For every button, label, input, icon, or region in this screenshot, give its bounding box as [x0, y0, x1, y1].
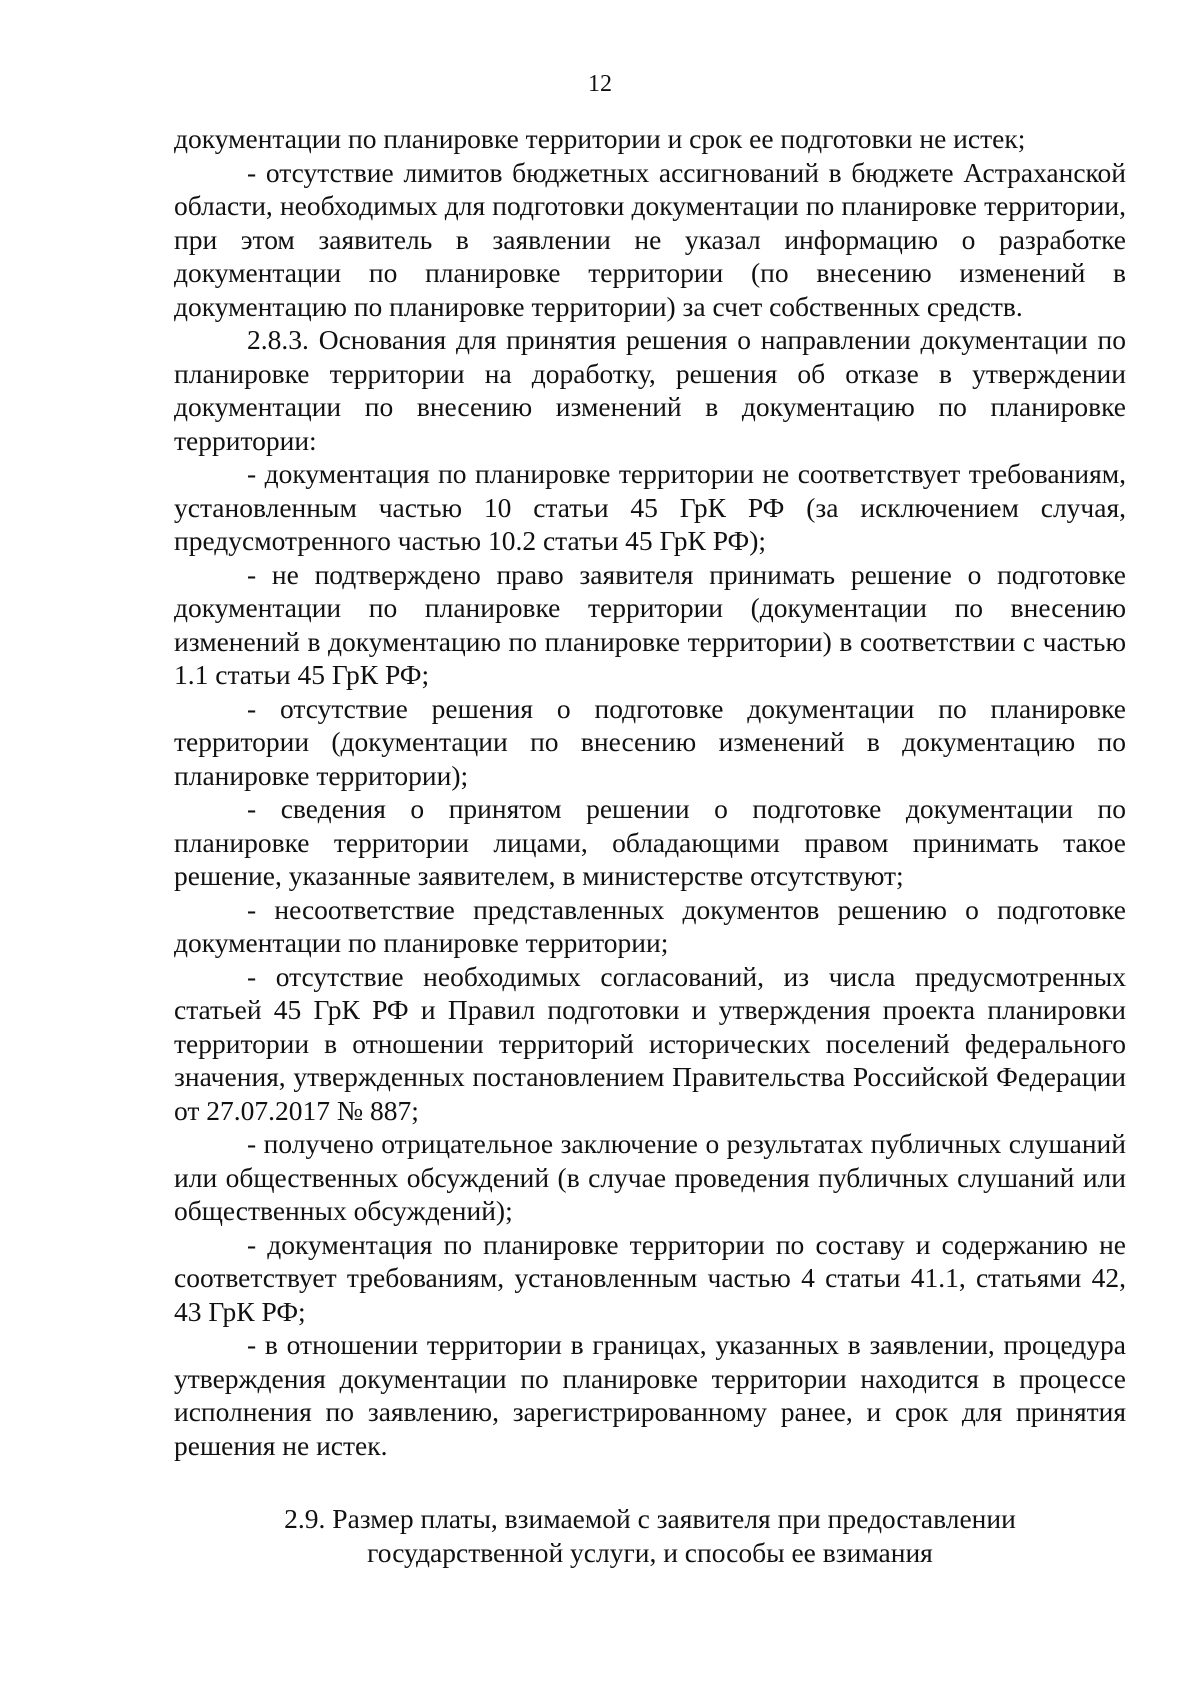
section-heading-line-2: государственной услуги, и способы ее взимания	[367, 1537, 933, 1568]
list-item-decision-info-missing: - сведения о принятом решении о подготовке документации по планировке территории лицами, обладающими правом принимать такое решение, указанные заявителем, в министерстве отсутствуют;	[174, 793, 1126, 891]
clause-2-8-3: 2.8.3. Основания для принятия решения о направлении документации по планировке территории на доработку, решения об отказе в утверждении документации по внесению изменений в документацию по планировке территории:	[174, 324, 1126, 456]
list-item-nonconformity-part-10: - документация по планировке территории не соответствует требованиям, установленным частью 10 статьи 45 ГрК РФ (за исключением случая, предусмотренного частью 10.2 статьи 45 ГрК РФ);	[174, 458, 1126, 556]
paragraph-continuation: документации по планировке территории и срок ее подготовки не истек;	[174, 123, 1026, 154]
list-item-no-budget-limits: - отсутствие лимитов бюджетных ассигнований в бюджете Астраханской области, необходимых для подготовки документации по планировке территории, при этом заявитель в заявлении не указал информацию о разработке документации по планировке территории (по внесению изменений в документацию по планировке территории) за счет собственных средств.	[174, 156, 1126, 322]
list-item-documents-mismatch: - несоответствие представленных документов решению о подготовке документации по планировке территории;	[174, 893, 1126, 958]
list-item-composition-nonconformity: - документация по планировке территории по составу и содержанию не соответствует требованиям, установленным частью 4 статьи 41.1, статьями 42, 43 ГрК РФ;	[174, 1228, 1126, 1327]
list-item-no-preparation-decision: - отсутствие решения о подготовке документации по планировке территории (документации по внесению изменений в документацию по планировке территории);	[174, 692, 1126, 791]
section-heading-line-1: 2.9. Размер платы, взимаемой с заявителя при предоставлении	[284, 1503, 1016, 1534]
list-item-missing-approvals: - отсутствие необходимых согласований, из числа предусмотренных статьей 45 ГрК РФ и Правил подготовки и утверждения проекта планировки территории в отношении территорий исторических поселений федерального значения, утвержденных постановлением Правительства Российской Федерации от 27.07.2017 № 887;	[174, 960, 1126, 1126]
list-item-earlier-application-pending: - в отношении территории в границах, указанных в заявлении, процедура утверждения документации по планировке территории находится в процессе исполнения по заявлению, зарегистрированному ранее, и срок для принятия решения не истек.	[174, 1329, 1126, 1461]
page-number: 12	[588, 71, 612, 97]
list-item-negative-hearing-conclusion: - получено отрицательное заключение о результатах публичных слушаний или общественных обсуждений (в случае проведения публичных слушаний или общественных обсуждений);	[174, 1128, 1126, 1226]
section-heading-2-9	[174, 1502, 1126, 1570]
list-item-applicant-right-not-confirmed: - не подтверждено право заявителя принимать решение о подготовке документации по планировке территории (документации по внесению изменений в документацию по планировке территории) в соответствии с частью 1.1 статьи 45 ГрК РФ;	[174, 558, 1126, 690]
document-body	[174, 122, 1126, 1462]
